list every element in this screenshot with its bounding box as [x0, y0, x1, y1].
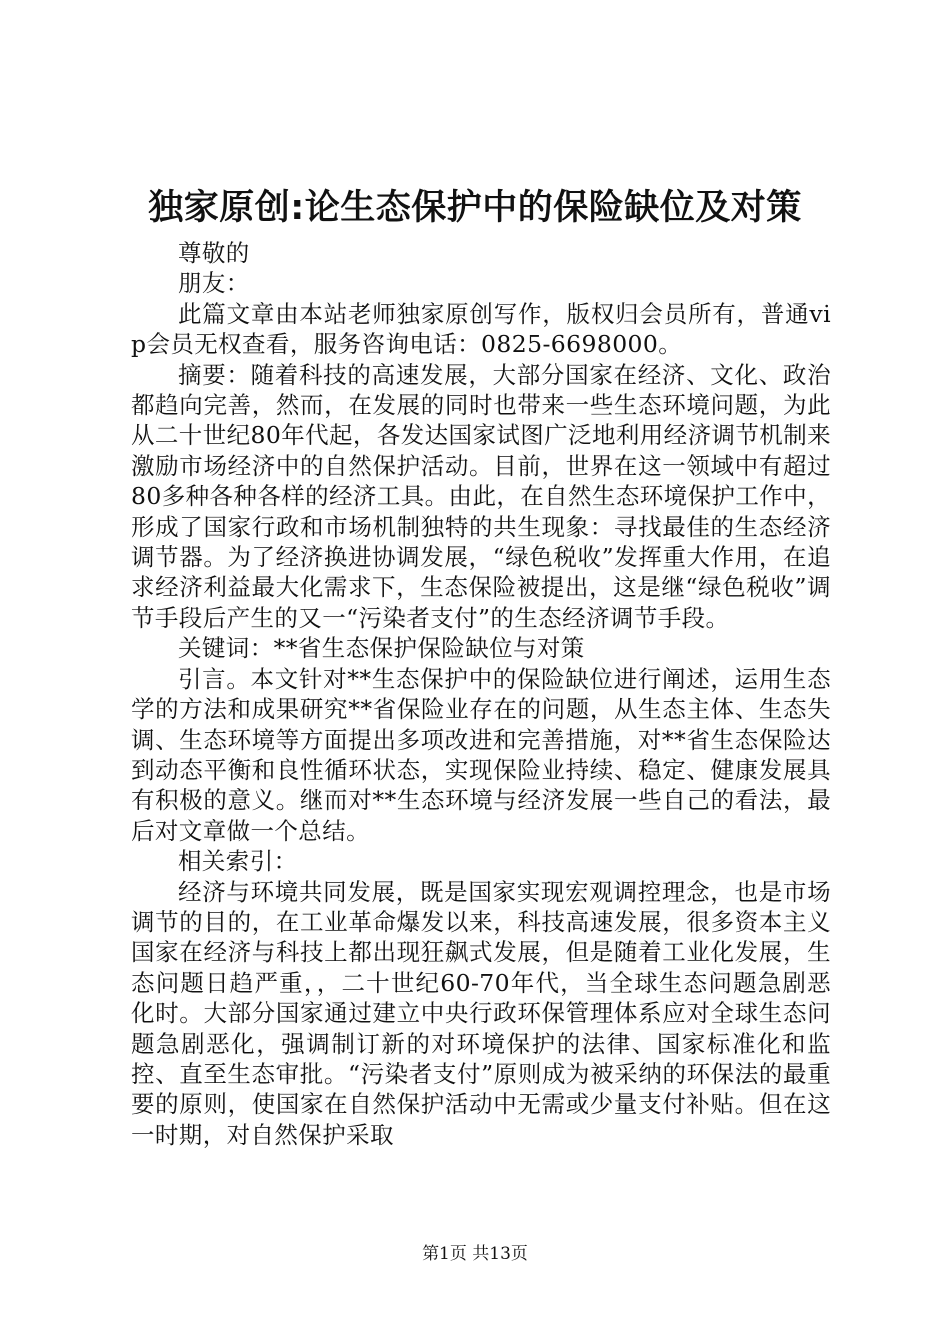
page-footer: 第1页 共13页	[422, 1244, 528, 1264]
introduction-paragraph: 引言。本文针对**生态保护中的保险缺位进行阐述，运用生态学的方法和成果研究**省保险业存在的问题，从生态主体、生态失调、生态环境等方面提出多项改进和完善措施，对**省生态保险达到动态平衡和良性循环状态，实现保险业持续、稳定、健康发展具有积极的意义。继而对**生态环境与经济发展一些自己的看法，最后对文章做一个总结。	[131, 664, 831, 845]
copyright-notice: 此篇文章由本站老师独家原创写作，版权归会员所有，普通vip会员无权查看，服务咨询电话：0825-6698000。	[131, 299, 831, 359]
related-index-heading: 相关索引：	[178, 847, 298, 876]
document-body	[131, 238, 831, 1150]
salutation-line-1: 尊敬的	[178, 239, 250, 267]
body-paragraph: 经济与环境共同发展，既是国家实现宏观调控理念，也是市场调节的目的，在工业革命爆发以来，科技高速发展，很多资本主义国家在经济与科技上都出现狂飙式发展，但是随着工业化发展，生态问题日趋严重，，二十世纪60-70年代，当全球生态问题急剧恶化时。大部分国家通过建立中央行政环保管理体系应对全球生态问题急剧恶化，强调制订新的对环境保护的法律、国家标准化和监控、直至生态审批。“污染者支付”原则成为被采纳的环保法的最重要的原则，使国家在自然保护活动中无需或少量支付补贴。但在这一时期，对自然保护采取	[131, 877, 831, 1149]
keywords-paragraph: 关键词：**省生态保护保险缺位与对策	[178, 634, 585, 663]
salutation-line-2: 朋友：	[178, 269, 250, 298]
page-title: 独家原创:论生态保护中的保险缺位及对策	[148, 188, 802, 228]
abstract-paragraph: 摘要：随着科技的高速发展，大部分国家在经济、文化、政治都趋向完善，然而，在发展的同时也带来一些生态环境问题，为此从二十世纪80年代起，各发达国家试图广泛地利用经济调节机制来激励市场经济中的自然保护活动。目前，世界在这一领域中有超过80多种各种各样的经济工具。由此，在自然生态环境保护工作中，形成了国家行政和市场机制独特的共生现象：寻找最佳的生态经济调节器。为了经济换进协调发展，“绿色税收”发挥重大作用，在追求经济利益最大化需求下，生态保险被提出，这是继“绿色税收”调节手段后产生的又一“污染者支付”的生态经济调节手段。	[131, 360, 831, 632]
